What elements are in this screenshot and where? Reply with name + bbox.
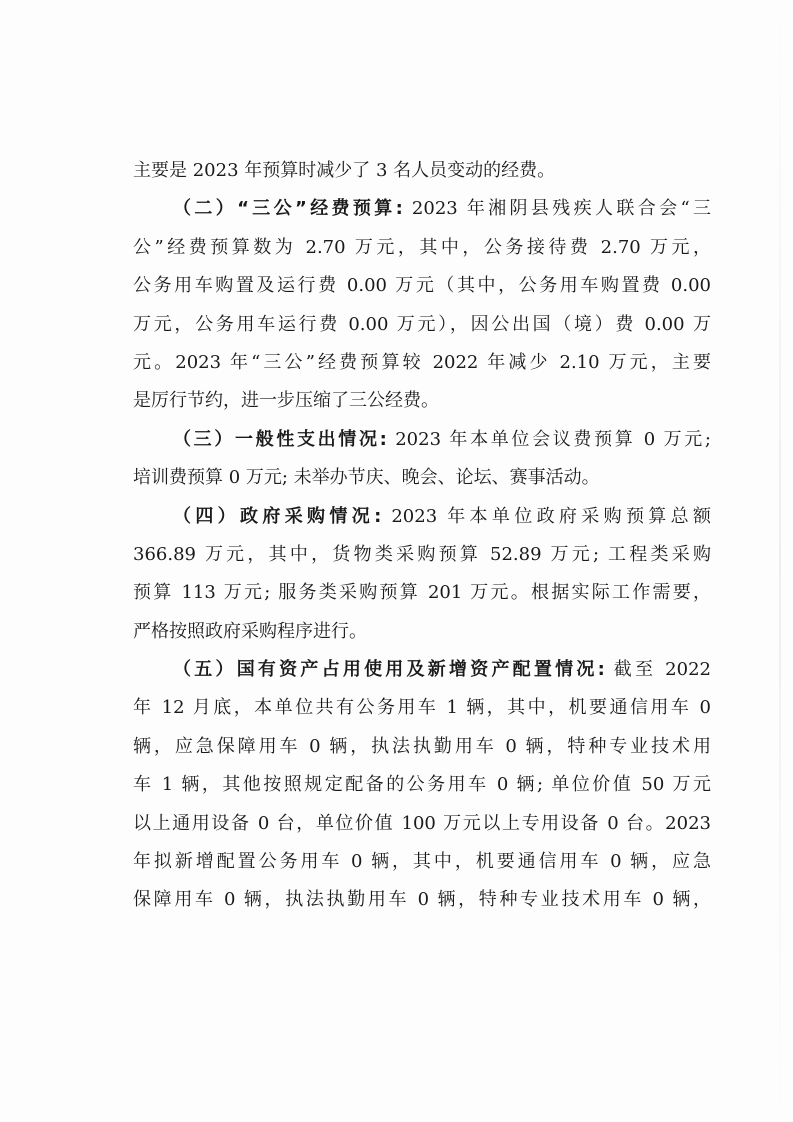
paragraph-line: 主要是 2023 年预算时减少了 3 名人员变动的经费。 xyxy=(133,160,556,181)
paragraph-text: 截至 2022 xyxy=(604,659,711,681)
paragraph-line: 公”经费预算数为 2.70 万元，其中，公务接待费 2.70 万元， xyxy=(133,236,711,258)
paragraph-line: 以上通用设备 0 台，单位价值 100 万元以上专用设备 0 台。2023 xyxy=(133,812,711,834)
paragraph-line: 公务用车购置及运行费 0.00 万元（其中，公务用车购置费 0.00 xyxy=(133,275,711,297)
paragraph-line: 是厉行节约，进一步压缩了三公经费。 xyxy=(133,390,439,412)
paragraph-line: 预算 113 万元; 服务类采购预算 201 万元。根据实际工作需要， xyxy=(133,582,711,604)
section-heading-procurement: （四）政府采购情况: xyxy=(173,505,382,527)
paragraph-line: 万元，公务用车运行费 0.00 万元），因公出国（境）费 0.00 万 xyxy=(133,313,711,335)
paragraph-first-line xyxy=(133,498,711,536)
paragraph-text: 2023 年本单位政府采购预算总额 xyxy=(381,505,711,527)
section-heading-state-assets: （五）国有资产占用使用及新增资产配置情况: xyxy=(173,659,605,681)
paragraph-first-line xyxy=(133,651,711,689)
section-heading-general-expenses: （三）一般性支出情况: xyxy=(173,428,387,450)
document-body xyxy=(133,152,711,920)
paragraph-line: 366.89 万元，其中，货物类采购预算 52.89 万元; 工程类采购 xyxy=(133,543,711,565)
paragraph-text: 2023 年本单位会议费预算 0 万元; xyxy=(386,428,711,450)
paragraph-line: 元。2023 年“三公”经费预算较 2022 年减少 2.10 万元，主要 xyxy=(133,351,711,373)
paragraph-line: 保障用车 0 辆，执法执勤用车 0 辆，特种专业技术用车 0 辆， xyxy=(133,889,711,911)
scan-edge-shadow xyxy=(779,0,781,1122)
paragraph-line: 培训费预算 0 万元; 未举办节庆、晚会、论坛、赛事活动。 xyxy=(133,467,600,489)
paragraph-line: 辆，应急保障用车 0 辆，执法执勤用车 0 辆，特种专业技术用 xyxy=(133,735,711,757)
section-heading-sangong: （二）“三公”经费预算: xyxy=(173,198,403,220)
paragraph-line: 年 12 月底，本单位共有公务用车 1 辆，其中，机要通信用车 0 xyxy=(133,697,711,719)
paragraph-first-line xyxy=(133,190,711,228)
paragraph-text: 2023 年湘阴县残疾人联合会“三 xyxy=(402,198,711,220)
paragraph-first-line xyxy=(133,421,711,459)
paragraph-line: 年拟新增配置公务用车 0 辆，其中，机要通信用车 0 辆，应急 xyxy=(133,851,711,873)
paragraph-line: 车 1 辆，其他按照规定配备的公务用车 0 辆; 单位价值 50 万元 xyxy=(133,774,711,796)
paragraph-line: 严格按照政府采购程序进行。 xyxy=(133,620,367,642)
